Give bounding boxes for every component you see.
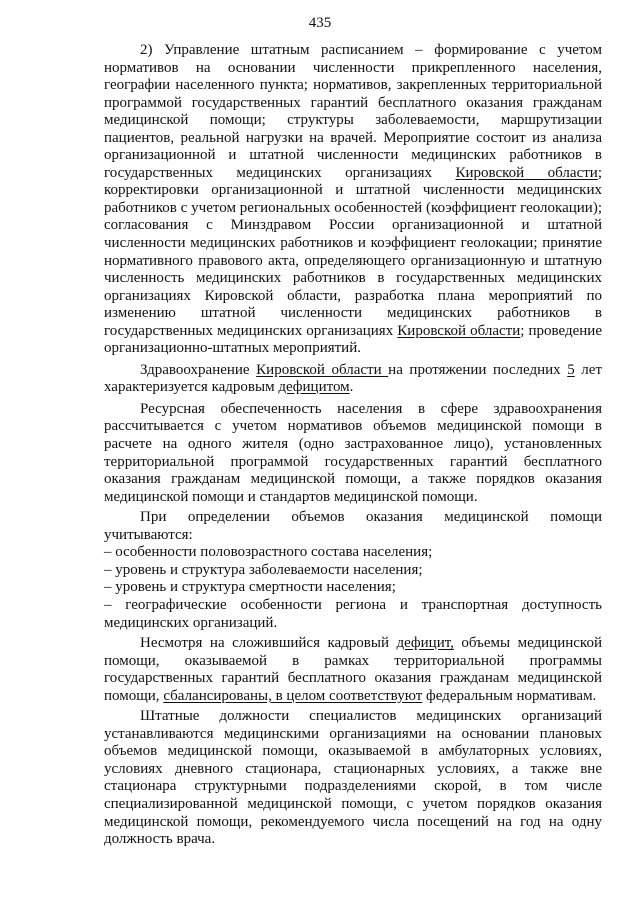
paragraph-balanced-volumes <box>104 635 602 705</box>
text: ; корректировки организационной и штатной численности медицинских работников с учетом региональных особенностей (коэффициент геолокации); согласования с Минздравом России организационной и штатной численности медицинских работников и коэффициент геолокации; принятие нормативного правового акта, определяющего организационную и штатную численность медицинских работников в государственных медицинских организациях Кировской области, разработка плана мероприятий по изменению штатной численности медицинских работников в государственных медицинских организациях <box>104 164 602 339</box>
underlined-text: Кировской области <box>397 322 521 339</box>
text: Здравоохранение <box>140 361 257 378</box>
document-body <box>104 42 602 849</box>
text: лет характеризуется кадровым <box>104 361 602 396</box>
underlined-text: Кировской области <box>455 164 598 181</box>
paragraph-staffing-management <box>104 42 602 358</box>
paragraph-staff-positions: Штатные должности специалистов медицинских организаций устанавливаются медицинскими организациями на основании плановых объемов медицинской помощи, оказываемой в амбулаторных условиях, условиях дневного стационара, стационарных условиях, а также вне стационара структурными подразделениями скорой, в том числе специализированной медицинской помощи, с учетом порядков оказания медицинской помощи, рекомендуемого числа посещений на год на одну должность врача. <box>104 708 602 848</box>
text: федеральным нормативам. <box>422 687 597 704</box>
underlined-text: 5 <box>567 361 575 378</box>
paragraph-volume-criteria: При определении объемов оказания медицинской помощи учитываются: <box>104 509 602 543</box>
underlined-text: дефицит, <box>396 635 454 652</box>
underlined-text: сбалансированы, в целом соответствуют <box>163 687 423 704</box>
underlined-text: Кировской области <box>256 361 389 378</box>
list-item: – географические особенности региона и транспортная доступность медицинских организаций. <box>104 596 602 631</box>
list-item: – уровень и структура заболеваемости населения; <box>104 561 423 578</box>
text: 2) Управление штатным расписанием – формирование с учетом нормативов на основании численности прикрепленного населения, географии населенного пункта; нормативов, закрепленных территориальной программой государственных гарантий бесплатного оказания гражданам медицинской помощи; структуры заболеваемости, маршрутизации пациентов, реальной нагрузки на врачей. Мероприятие состоит из анализа организационной и штатной численности медицинских работников в государственных медицинских организациях <box>104 42 602 181</box>
text: ; проведение организационно-штатных мероприятий. <box>104 322 602 357</box>
list-item: – особенности половозрастного состава населения; <box>104 544 433 561</box>
text: . <box>349 379 354 396</box>
text: объемы медицинской помощи, оказываемой в рамках территориальной программы государственных гарантий бесплатного оказания гражданам медицинской помощи, <box>104 635 602 704</box>
text: Несмотря на сложившийся кадровый <box>140 635 397 652</box>
underlined-text: дефицитом <box>278 379 350 396</box>
paragraph-resource-provision: Ресурсная обеспеченность населения в сфере здравоохранения рассчитывается с учетом нормативов объемов медицинской помощи в расчете на одного жителя (одно застрахованное лицо), установленных территориальной программой государственных гарантий бесплатного оказания гражданам медицинской помощи, а также порядков оказания медицинской помощи и стандартов медицинской помощи. <box>104 400 602 505</box>
list-item: – уровень и структура смертности населения; <box>104 579 396 596</box>
text: на протяжении последних <box>388 361 568 378</box>
paragraph-staff-deficit <box>104 362 602 397</box>
page-number: 435 <box>308 15 332 31</box>
